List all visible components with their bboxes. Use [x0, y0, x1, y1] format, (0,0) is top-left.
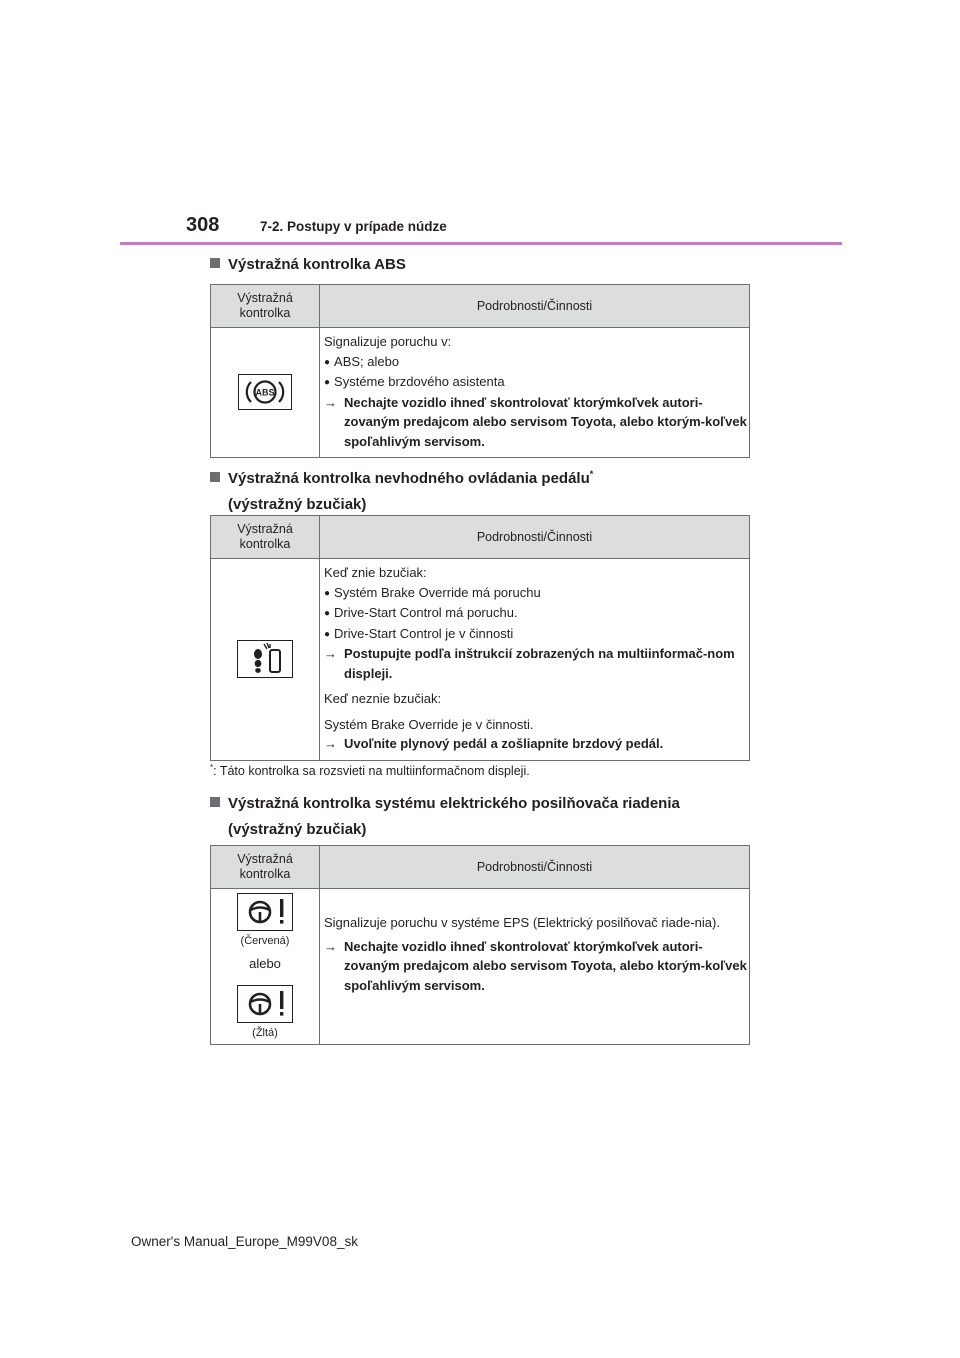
col-header-details: Podrobnosti/Činnosti: [320, 846, 750, 889]
arrow-icon: →: [324, 646, 337, 662]
details-cell: [320, 889, 750, 1045]
table-row: [211, 889, 750, 1045]
bullet-item: ● Drive-Start Control je v činnosti: [324, 624, 747, 645]
section-square-icon: [210, 797, 220, 807]
details-cell: [320, 328, 750, 458]
page-number: 308: [186, 214, 220, 236]
header-rule: [120, 242, 842, 245]
bullet-item: ● ABS; alebo: [324, 352, 747, 373]
intro-text: Keď znie bzučiak:: [324, 565, 427, 581]
icon-cell: [211, 328, 320, 458]
col-header-light: Výstražná kontrolka: [211, 285, 320, 328]
table-row: [211, 559, 750, 761]
col-header-details: Podrobnosti/Činnosti: [320, 516, 750, 559]
section-square-icon: [210, 472, 220, 482]
action-text: → Nechajte vozidlo ihneď skontrolovať ktorýmkoľvek autori-zovaným predajcom alebo servisom Toyota, alebo ktorým-koľvek spoľahlivým servisom.: [324, 938, 747, 993]
steering-warning-icon: [237, 985, 293, 1023]
or-label: alebo: [249, 956, 281, 971]
details-cell: [320, 559, 750, 761]
intro-text: Signalizuje poruchu v:: [324, 334, 452, 349]
section-title-eps: Výstražná kontrolka systému elektrického posilňovača riadenia (výstražný bzučiak): [210, 791, 680, 843]
abs-warning-icon: [238, 374, 292, 410]
steering-warning-icon: [237, 893, 293, 931]
bullet-item: ● Drive-Start Control má poruchu.: [324, 603, 747, 624]
action-text: → Postupujte podľa inštrukcií zobrazených na multiinformač-nom displeji.: [324, 646, 735, 681]
action-text: → Uvoľnite plynový pedál a zošliapnite brzdový pedál.: [324, 734, 747, 754]
icon-label-red: (Červená): [240, 935, 290, 947]
footer-text: Owner's Manual_Europe_M99V08_sk: [131, 1234, 358, 1249]
chapter-title: 7-2. Postupy v prípade núdze: [260, 219, 447, 234]
col-header-details: Podrobnosti/Činnosti: [320, 285, 750, 328]
section-square-icon: [210, 258, 220, 268]
action-text: → Nechajte vozidlo ihneď skontrolovať ktorýmkoľvek autori-zovaným predajcom alebo servisom Toyota, alebo ktorým-koľvek spoľahlivým servisom.: [324, 394, 747, 449]
footnote: *: Táto kontrolka sa rozsvieti na multiinformačnom displeji.: [210, 763, 530, 779]
icon-cell: [211, 889, 320, 1045]
table-header-row: [211, 846, 750, 889]
arrow-icon: →: [324, 938, 337, 954]
arrow-icon: →: [324, 736, 337, 752]
col-header-light: Výstražná kontrolka: [211, 516, 320, 559]
table-header-row: [211, 285, 750, 328]
svg-text:ABS: ABS: [255, 387, 275, 397]
bullet-item: ● Systém Brake Override má poruchu: [324, 583, 747, 604]
arrow-icon: →: [324, 394, 337, 410]
section-title-pedal: Výstražná kontrolka nevhodného ovládania pedálu* (výstražný bzučiak): [210, 461, 593, 518]
eps-table: [210, 845, 750, 1045]
icon-cell: [211, 559, 320, 761]
pedal-table: [210, 515, 750, 761]
icon-label-yellow: (Žltá): [252, 1027, 278, 1039]
pedal-misoperation-icon: [237, 640, 293, 678]
intro-text: Keď neznie bzučiak:: [324, 691, 442, 707]
table-header-row: [211, 516, 750, 559]
intro-text: Signalizuje poruchu v systéme EPS (Elektrický posilňovač riade-nia).: [324, 915, 720, 930]
bullet-item: ● Systéme brzdového asistenta: [324, 372, 747, 393]
section-title-abs: Výstražná kontrolka ABS: [210, 252, 406, 278]
table-row: [211, 328, 750, 458]
col-header-light: Výstražná kontrolka: [211, 846, 320, 889]
abs-table: [210, 284, 750, 458]
status-text: Systém Brake Override je v činnosti.: [324, 716, 534, 732]
